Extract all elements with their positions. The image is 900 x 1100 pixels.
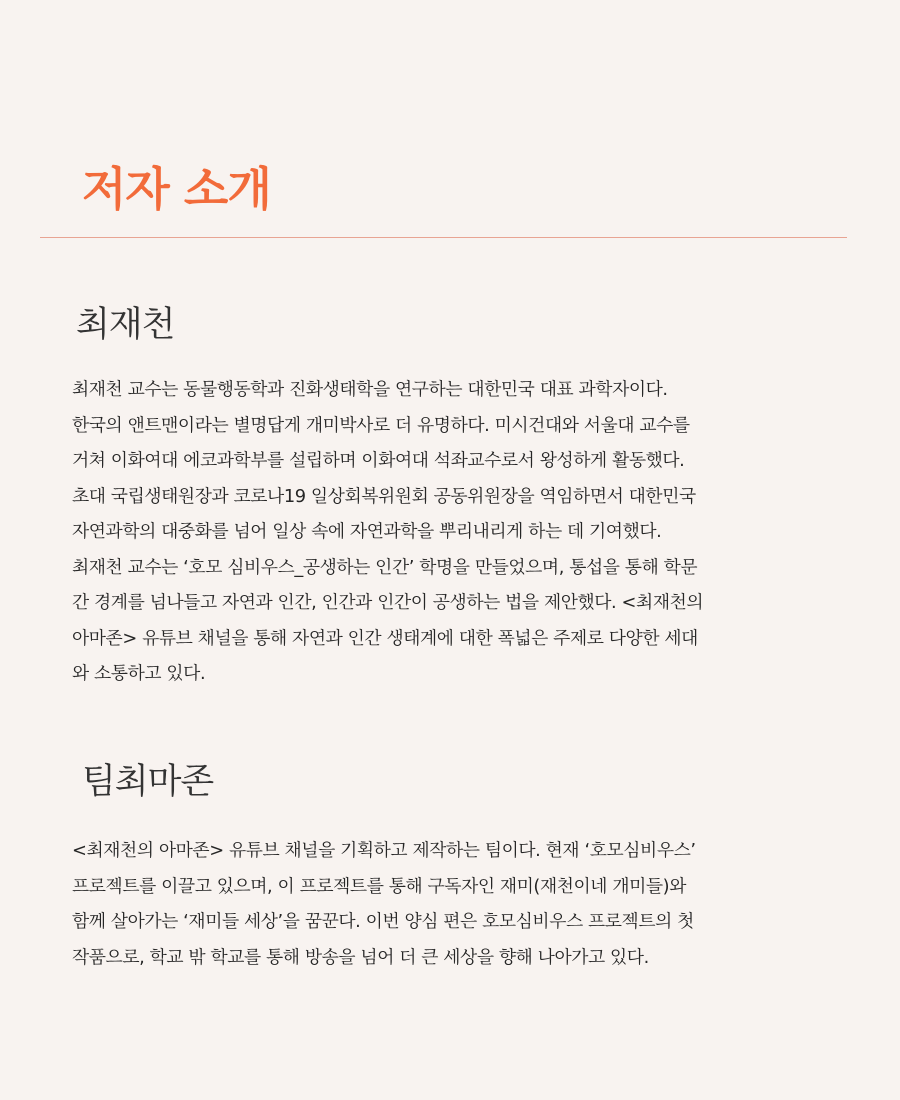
bio-line: 최재천 교수는 동물행동학과 진화생태학을 연구하는 대한민국 대표 과학자이다. — [72, 379, 668, 400]
author-bio-team-choimazon — [72, 833, 832, 975]
bio-line: 최재천 교수는 ‘호모 심비우스_공생하는 인간’ 학명을 만들었으며, 통섭을 통해 학문 — [72, 556, 698, 578]
page-title: 저자 소개 — [82, 162, 271, 216]
bio-line: 한국의 앤트맨이라는 별명답게 개미박사로 더 유명하다. 미시건대와 서울대 교수를 — [72, 414, 690, 436]
author-name-choi-jaecheon: 최재천 — [76, 305, 175, 345]
bio-line: 함께 살아가는 ‘재미들 세상’을 꿈꾼다. 이번 양심 편은 호모심비우스 프로젝트의 첫 — [72, 911, 694, 932]
bio-line: 와 소통하고 있다. — [72, 663, 206, 684]
author-bio-choi-jaecheon — [72, 372, 832, 692]
bio-line: 간 경계를 넘나들고 자연과 인간, 인간과 인간이 공생하는 법을 제안했다. <최재천의 — [72, 592, 704, 613]
bio-line: 작품으로, 학교 밖 학교를 통해 방송을 넘어 더 큰 세상을 향해 나아가고 있다. — [72, 946, 649, 968]
bio-line: 아마존> 유튜브 채널을 통해 자연과 인간 생태계에 대한 폭넓은 주제로 다양한 세대 — [72, 627, 698, 649]
bio-line: 거쳐 이화여대 에코과학부를 설립하며 이화여대 석좌교수로서 왕성하게 활동했다. — [72, 450, 685, 471]
bio-line: 프로젝트를 이끌고 있으며, 이 프로젝트를 통해 구독자인 재미(재천이네 개미들)와 — [72, 875, 686, 897]
author-name-team-choimazon: 팀최마존 — [82, 762, 214, 802]
bio-line: <최재천의 아마존> 유튜브 채널을 기획하고 제작하는 팀이다. 현재 ‘호모심비우스’ — [72, 840, 696, 861]
bio-line: 자연과학의 대중화를 넘어 일상 속에 자연과학을 뿌리내리게 하는 데 기여했다. — [72, 521, 662, 542]
bio-line: 초대 국립생태원장과 코로나19 일상회복위원회 공동위원장을 역임하면서 대한민국 — [72, 485, 696, 507]
title-divider — [40, 237, 847, 238]
